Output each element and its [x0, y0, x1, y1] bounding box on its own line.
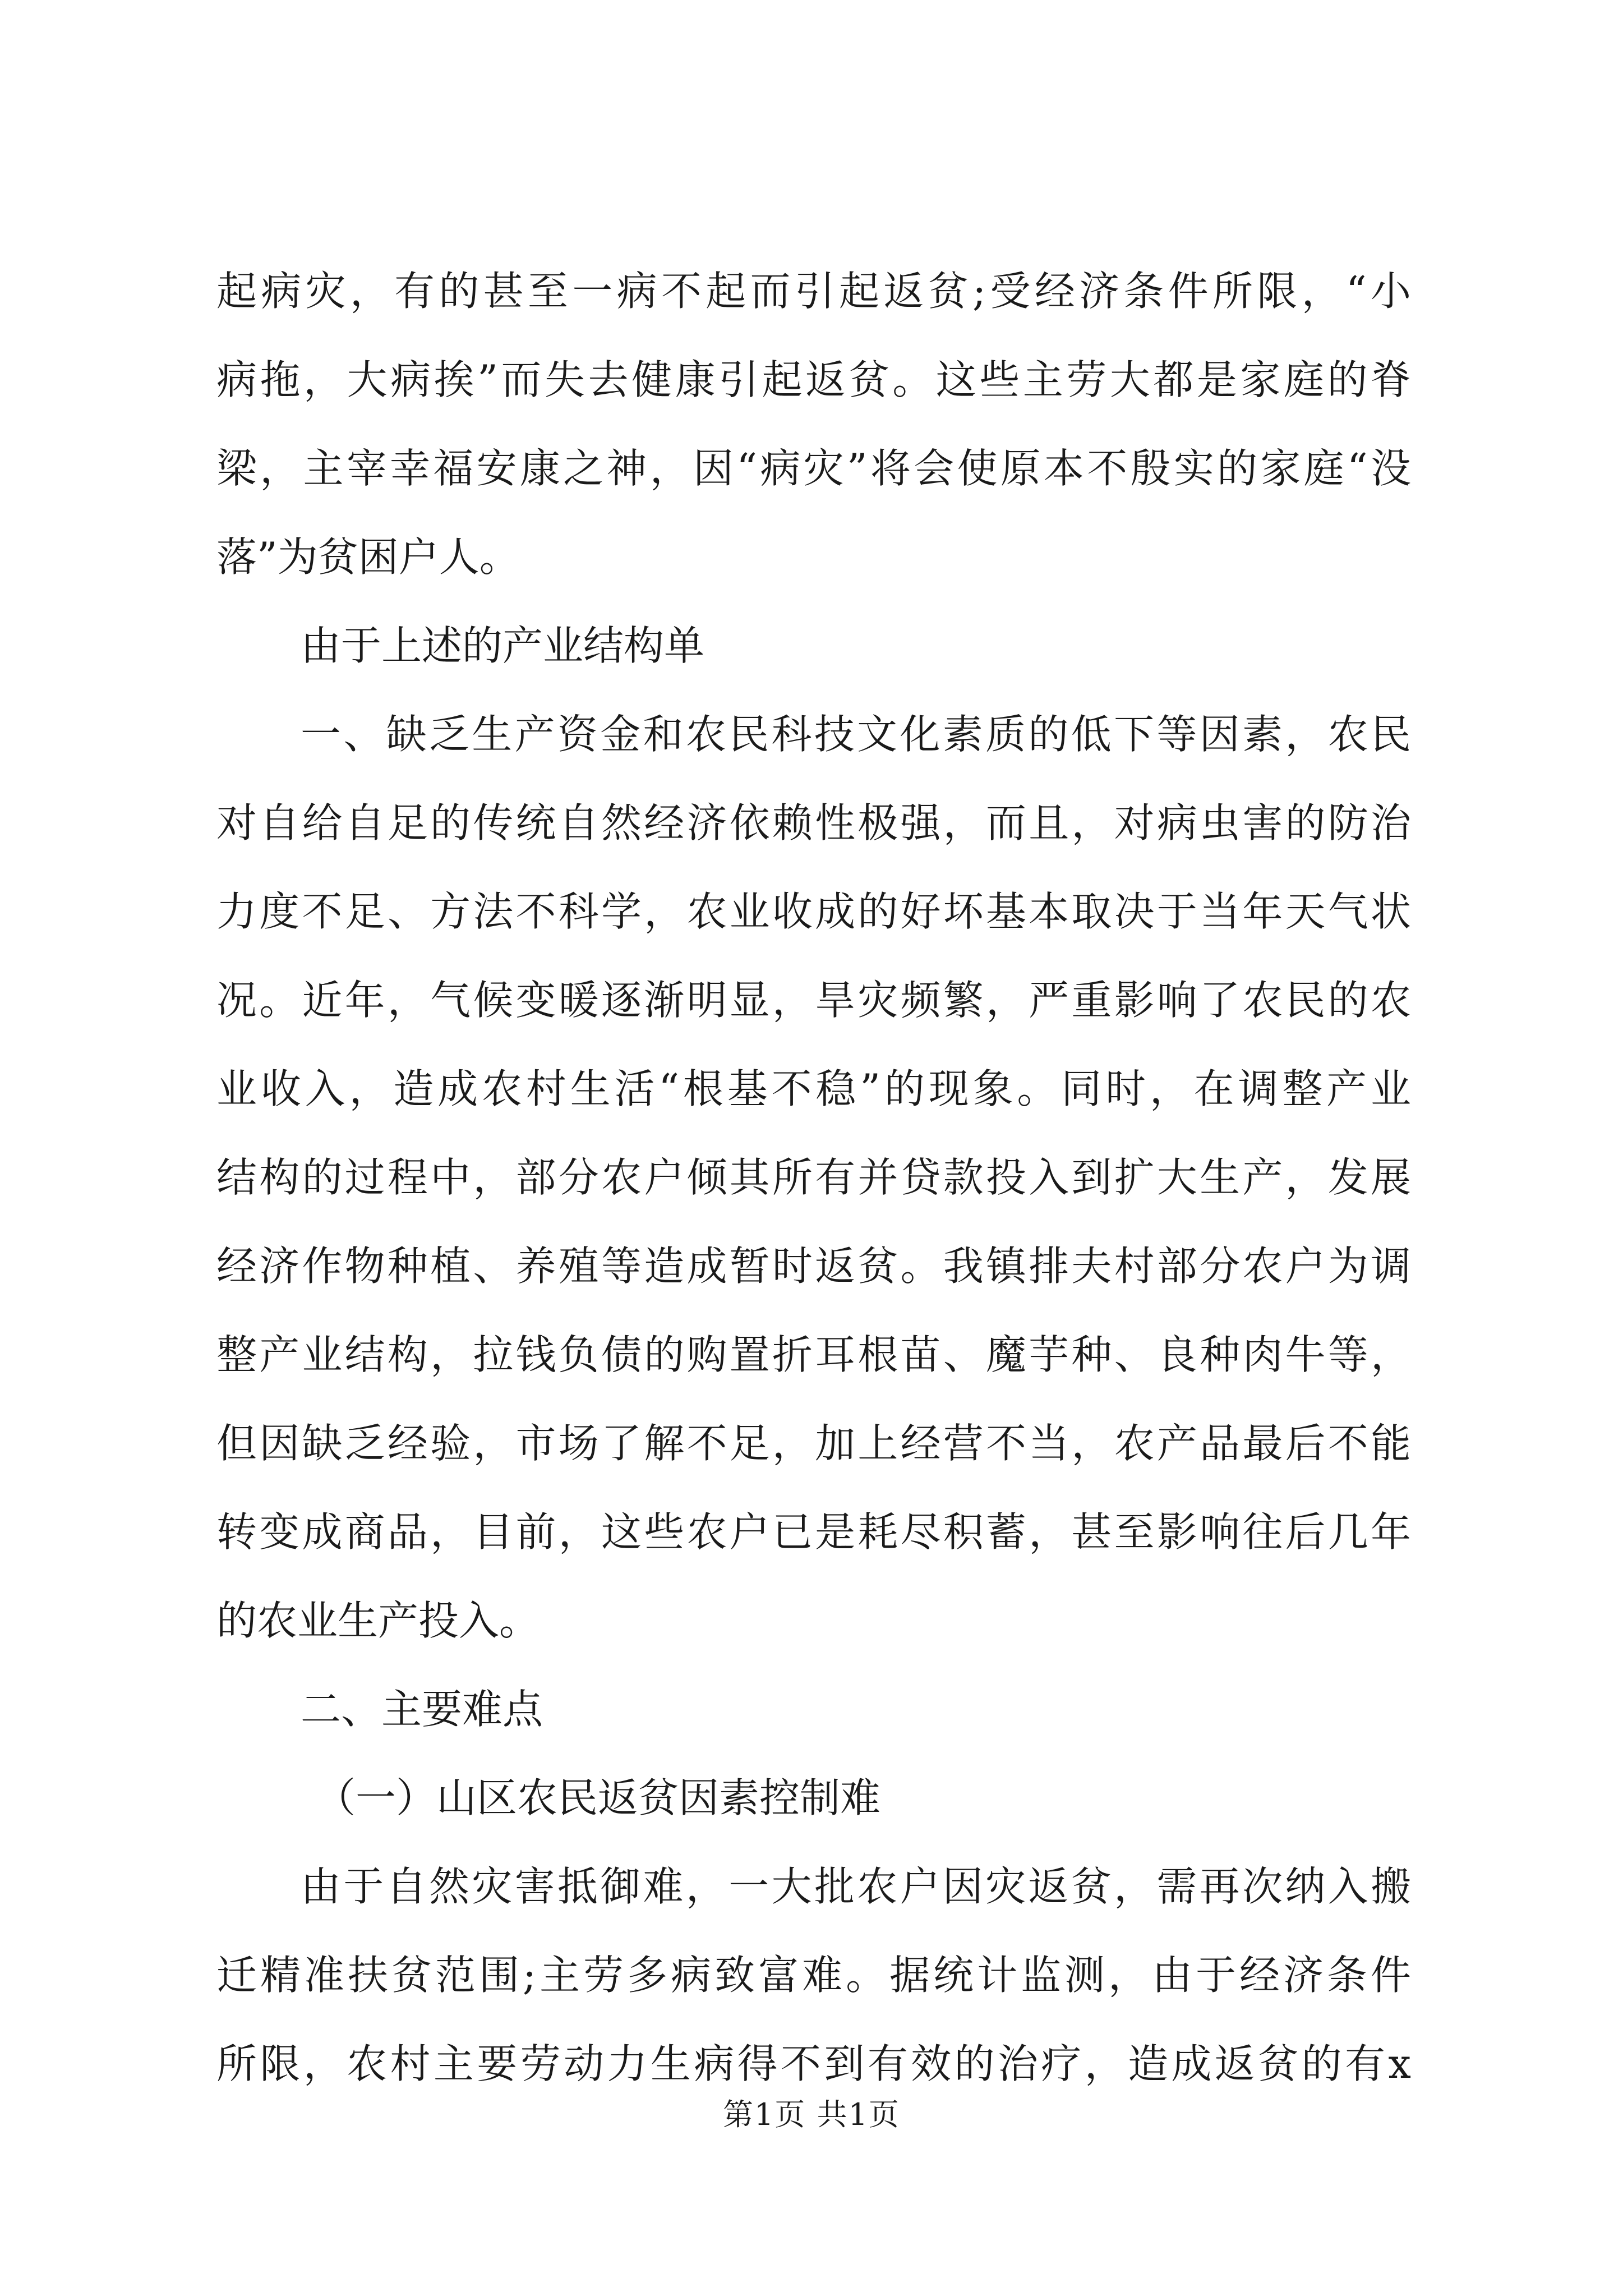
text-line: 结构的过程中，部分农户倾其所有并贷款投入到扩大生产，发展 [216, 1154, 1411, 1201]
text-line: 迁精准扶贫范围;主劳多病致富难。据统计监测，由于经济条件 [216, 1952, 1411, 1999]
text-line: 转变成商品，目前，这些农户已是耗尽积蓄，甚至影响往后几年 [216, 1508, 1411, 1556]
text-line: 经济作物种植、养殖等造成暂时返贫。我镇排夫村部分农户为调 [216, 1243, 1411, 1290]
text-line: 整产业结构，拉钱负债的购置折耳根苗、魔芋种、良种肉牛等， [216, 1331, 1411, 1378]
text-line: 病拖，大病挨”而失去健康引起返贫。这些主劳大都是家庭的脊 [216, 356, 1411, 403]
page-number-footer: 第1页 共1页 [723, 2097, 900, 2132]
subsection-heading: （一）山区农民返贫因素控制难 [315, 1774, 881, 1821]
text-line: 所限，农村主要劳动力生病得不到有效的治疗，造成返贫的有x [216, 2040, 1411, 2087]
document-body [216, 247, 1411, 2108]
paragraph-line: 一、缺乏生产资金和农民科技文化素质的低下等因素，农民 [301, 711, 1411, 758]
paragraph-line: 由于自然灾害抵御难，一大批农户因灾返贫，需再次纳入搬 [301, 1863, 1411, 1910]
text-line: 起病灾，有的甚至一病不起而引起返贫;受经济条件所限，“小 [216, 268, 1411, 315]
text-line: 的农业生产投入。 [216, 1597, 540, 1644]
text-line: 梁，主宰幸福安康之神，因“病灾”将会使原本不殷实的家庭“没 [216, 445, 1411, 492]
text-line: 业收入，造成农村生活“根基不稳”的现象。同时，在调整产业 [216, 1065, 1411, 1112]
text-line: 力度不足、方法不科学，农业收成的好坏基本取决于当年天气状 [216, 888, 1411, 935]
section-heading: 二、主要难点 [301, 1686, 543, 1733]
text-line: 况。近年，气候变暖逐渐明显，旱灾频繁，严重影响了农民的农 [216, 977, 1411, 1024]
text-line: 落”为贫困户人。 [216, 533, 520, 581]
paragraph-line: 由于上述的产业结构单 [301, 622, 705, 669]
text-line: 对自给自足的传统自然经济依赖性极强，而且，对病虫害的防治 [216, 799, 1411, 846]
text-line: 但因缺乏经验，市场了解不足，加上经营不当，农产品最后不能 [216, 1420, 1411, 1467]
